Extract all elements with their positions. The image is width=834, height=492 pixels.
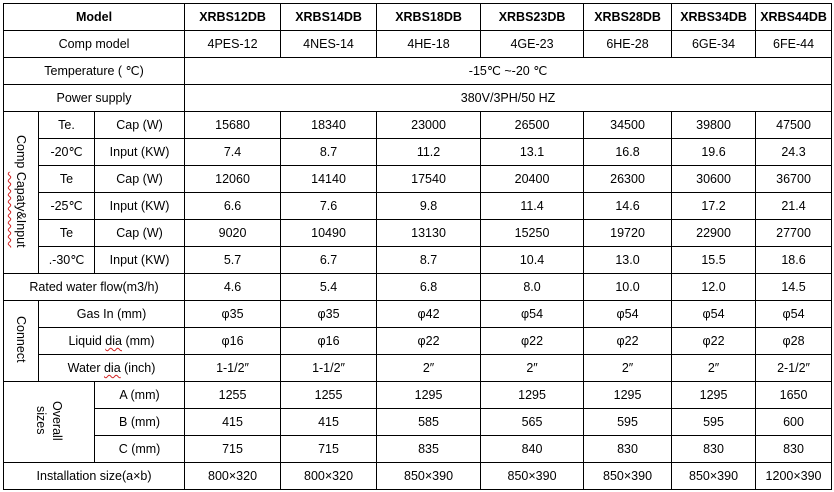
table-row-header xyxy=(4,4,832,31)
table-row xyxy=(4,301,832,328)
row-label: B (mm) xyxy=(95,409,185,436)
cell: 1295 xyxy=(584,382,672,409)
table-row xyxy=(4,463,832,490)
cell: 1255 xyxy=(185,382,281,409)
cell: 14.6 xyxy=(584,193,672,220)
cell: φ22 xyxy=(584,328,672,355)
row-label xyxy=(39,355,185,382)
te-label: Te xyxy=(39,166,95,193)
row-label: C (mm) xyxy=(95,436,185,463)
header-label: Model xyxy=(4,4,185,31)
cell: 5.4 xyxy=(281,274,377,301)
cell: 8.7 xyxy=(281,139,377,166)
cell: 1-1/2″ xyxy=(185,355,281,382)
connect-group-text: Connect xyxy=(14,316,28,363)
cell: 4NES-14 xyxy=(281,31,377,58)
overall-group-label xyxy=(4,382,95,463)
cell: 19.6 xyxy=(672,139,756,166)
row-label: Cap (W) xyxy=(95,166,185,193)
cell: 34500 xyxy=(584,112,672,139)
row-label: Input (KW) xyxy=(95,247,185,274)
model-header: XRBS23DB xyxy=(481,4,584,31)
cell: 415 xyxy=(281,409,377,436)
table-row xyxy=(4,85,832,112)
cell: φ28 xyxy=(756,328,832,355)
cell: φ54 xyxy=(481,301,584,328)
cell: 2-1/2″ xyxy=(756,355,832,382)
row-label: Comp model xyxy=(4,31,185,58)
temperature-value: -15℃ ~-20 ℃ xyxy=(185,58,832,85)
cell: 15.5 xyxy=(672,247,756,274)
cell: 4PES-12 xyxy=(185,31,281,58)
row-label xyxy=(39,328,185,355)
power-value: 380V/3PH/50 HZ xyxy=(185,85,832,112)
cell: 14.5 xyxy=(756,274,832,301)
cell: 14140 xyxy=(281,166,377,193)
cell: 850×390 xyxy=(377,463,481,490)
row-label: Power supply xyxy=(4,85,185,112)
row-label: Rated water flow(m3/h) xyxy=(4,274,185,301)
cell: 26300 xyxy=(584,166,672,193)
model-header: XRBS18DB xyxy=(377,4,481,31)
cell: 13.1 xyxy=(481,139,584,166)
cell: 8.0 xyxy=(481,274,584,301)
cell: 11.4 xyxy=(481,193,584,220)
cell: 835 xyxy=(377,436,481,463)
cell: 18340 xyxy=(281,112,377,139)
cell: 6HE-28 xyxy=(584,31,672,58)
te-temp: -20℃ xyxy=(39,139,95,166)
cell: 1-1/2″ xyxy=(281,355,377,382)
row-label: Temperature ( ℃) xyxy=(4,58,185,85)
cell: 7.4 xyxy=(185,139,281,166)
label-part: (mm) xyxy=(121,334,155,348)
cell: 4GE-23 xyxy=(481,31,584,58)
cell: 10.4 xyxy=(481,247,584,274)
model-header: XRBS14DB xyxy=(281,4,377,31)
table-row xyxy=(4,220,832,247)
cell: 1295 xyxy=(481,382,584,409)
label-part: Water xyxy=(67,361,104,375)
model-header: XRBS28DB xyxy=(584,4,672,31)
model-header: XRBS44DB xyxy=(756,4,832,31)
cell: 9020 xyxy=(185,220,281,247)
cell: 47500 xyxy=(756,112,832,139)
cell: 415 xyxy=(185,409,281,436)
row-label: A (mm) xyxy=(95,382,185,409)
te-temp: .-30℃ xyxy=(39,247,95,274)
table-row xyxy=(4,274,832,301)
cell: 6GE-34 xyxy=(672,31,756,58)
overall-line1: Overall xyxy=(50,400,64,441)
cell: 2″ xyxy=(481,355,584,382)
cell: 600 xyxy=(756,409,832,436)
cell: 2″ xyxy=(672,355,756,382)
cell: φ22 xyxy=(377,328,481,355)
cell: φ54 xyxy=(672,301,756,328)
cell: 840 xyxy=(481,436,584,463)
cell: 800×320 xyxy=(185,463,281,490)
spec-table xyxy=(3,3,832,490)
table-row xyxy=(4,409,832,436)
cell: 800×320 xyxy=(281,463,377,490)
cell: 4.6 xyxy=(185,274,281,301)
cell: 24.3 xyxy=(756,139,832,166)
table-row xyxy=(4,166,832,193)
row-label: Installation size(a×b) xyxy=(4,463,185,490)
cell: φ22 xyxy=(672,328,756,355)
table-row xyxy=(4,139,832,166)
cell: 850×390 xyxy=(672,463,756,490)
cell: 13.0 xyxy=(584,247,672,274)
cell: φ16 xyxy=(281,328,377,355)
cell: 26500 xyxy=(481,112,584,139)
model-header: XRBS34DB xyxy=(672,4,756,31)
cell: φ16 xyxy=(185,328,281,355)
table-row xyxy=(4,112,832,139)
table-row xyxy=(4,436,832,463)
model-header: XRBS12DB xyxy=(185,4,281,31)
cell: 585 xyxy=(377,409,481,436)
cell: 565 xyxy=(481,409,584,436)
cell: 18.6 xyxy=(756,247,832,274)
capacity-group-label xyxy=(4,112,39,274)
cell: 6FE-44 xyxy=(756,31,832,58)
cell: 830 xyxy=(584,436,672,463)
cell: 4HE-18 xyxy=(377,31,481,58)
connect-group-label xyxy=(4,301,39,382)
cell: 15680 xyxy=(185,112,281,139)
cell: 595 xyxy=(584,409,672,436)
cell: 27700 xyxy=(756,220,832,247)
te-label: Te. xyxy=(39,112,95,139)
te-temp: -25℃ xyxy=(39,193,95,220)
row-label: Cap (W) xyxy=(95,220,185,247)
table-row xyxy=(4,355,832,382)
cell: 6.8 xyxy=(377,274,481,301)
label-part: (inch) xyxy=(120,361,156,375)
cell: 7.6 xyxy=(281,193,377,220)
label-part: dia xyxy=(105,334,122,348)
cell: 13130 xyxy=(377,220,481,247)
label-part: dia xyxy=(103,361,121,375)
capacity-group-word: Capaty&Input xyxy=(14,171,28,248)
cell: 2″ xyxy=(377,355,481,382)
cell: 23000 xyxy=(377,112,481,139)
cell: 830 xyxy=(672,436,756,463)
row-label: Gas In (mm) xyxy=(39,301,185,328)
cell: 19720 xyxy=(584,220,672,247)
cell: 16.8 xyxy=(584,139,672,166)
overall-line2: sizes xyxy=(34,406,48,435)
cell: 830 xyxy=(756,436,832,463)
cell: 39800 xyxy=(672,112,756,139)
cell: 22900 xyxy=(672,220,756,247)
row-label: Input (KW) xyxy=(95,139,185,166)
cell: 2″ xyxy=(584,355,672,382)
cell: 36700 xyxy=(756,166,832,193)
cell: 11.2 xyxy=(377,139,481,166)
row-label: Cap (W) xyxy=(95,112,185,139)
cell: φ35 xyxy=(185,301,281,328)
cell: 6.7 xyxy=(281,247,377,274)
cell: 17.2 xyxy=(672,193,756,220)
table-row xyxy=(4,382,832,409)
overall-group-text xyxy=(33,401,65,441)
cell: 20400 xyxy=(481,166,584,193)
te-label: Te xyxy=(39,220,95,247)
cell: 10.0 xyxy=(584,274,672,301)
cell: 15250 xyxy=(481,220,584,247)
cell: 30600 xyxy=(672,166,756,193)
cell: 850×390 xyxy=(584,463,672,490)
cell: 6.6 xyxy=(185,193,281,220)
cell: 595 xyxy=(672,409,756,436)
cell: 715 xyxy=(185,436,281,463)
capacity-group-text: Comp Capaty&Input xyxy=(14,134,28,248)
table-row xyxy=(4,31,832,58)
cell: 715 xyxy=(281,436,377,463)
cell: 21.4 xyxy=(756,193,832,220)
cell: φ35 xyxy=(281,301,377,328)
cell: φ54 xyxy=(756,301,832,328)
cell: 1295 xyxy=(377,382,481,409)
table-row xyxy=(4,193,832,220)
cell: 1650 xyxy=(756,382,832,409)
cell: 10490 xyxy=(281,220,377,247)
cell: φ54 xyxy=(584,301,672,328)
table-row xyxy=(4,328,832,355)
table-row xyxy=(4,58,832,85)
cell: 850×390 xyxy=(481,463,584,490)
cell: 5.7 xyxy=(185,247,281,274)
cell: 1200×390 xyxy=(756,463,832,490)
cell: 1295 xyxy=(672,382,756,409)
cell: 9.8 xyxy=(377,193,481,220)
cell: φ42 xyxy=(377,301,481,328)
cell: 17540 xyxy=(377,166,481,193)
row-label: Input (KW) xyxy=(95,193,185,220)
cell: 1255 xyxy=(281,382,377,409)
cell: 12060 xyxy=(185,166,281,193)
label-part: Liquid xyxy=(68,334,106,348)
table-row xyxy=(4,247,832,274)
cell: φ22 xyxy=(481,328,584,355)
cell: 12.0 xyxy=(672,274,756,301)
cell: 8.7 xyxy=(377,247,481,274)
